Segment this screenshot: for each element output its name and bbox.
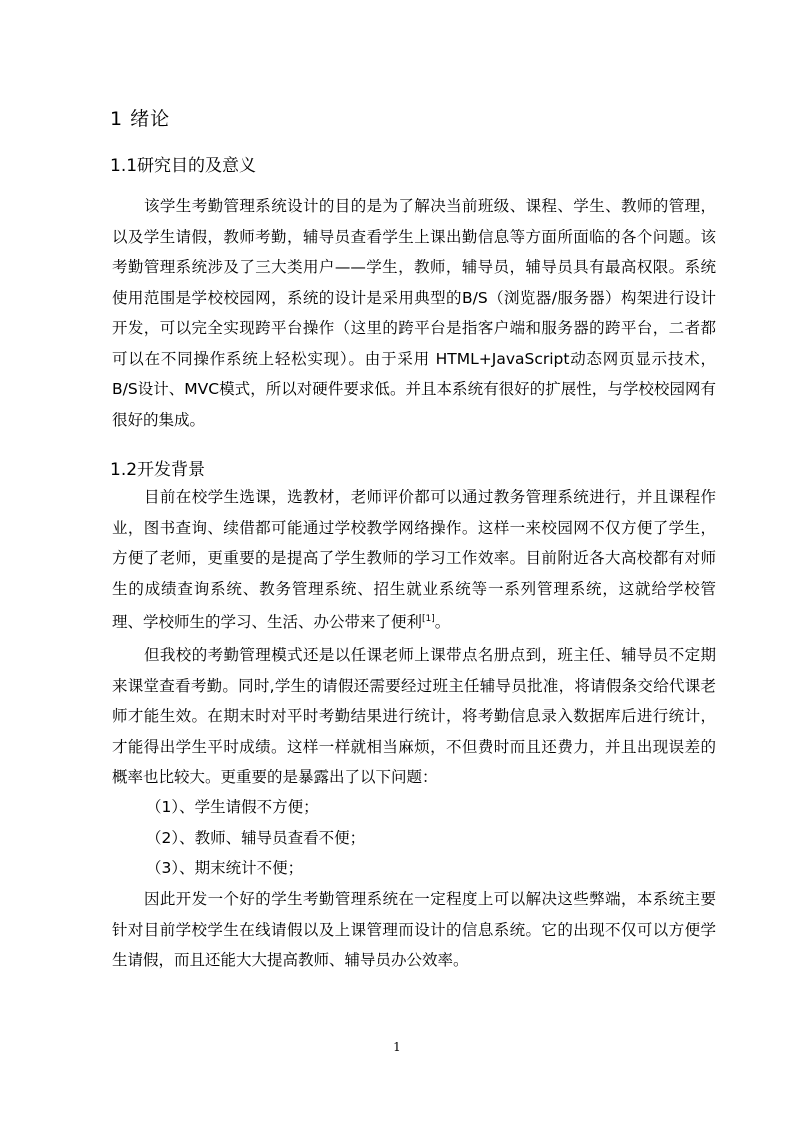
- paragraph-background-1-text: 目前在校学生选课，选教材，老师评价都可以通过教务管理系统进行，并且课程作业，图书查询、续借都可能通过学校教学网络操作。这样一来校园网不仅方便了学生，方便了老师，更重要的是提高了学生教师的学习工作效率。目前附近各大高校都有对师生的成绩查询系统、教务管理系统、招生就业系统等一系列管理系统，这就给学校管理、学校师生的学习、生活、办公带来了便利: [112, 488, 716, 631]
- list-item: （3）、期末统计不便；: [146, 859, 304, 877]
- section-heading-1-1: 1.1研究目的及意义: [110, 156, 257, 176]
- section-heading-1-2: 1.2开发背景: [110, 460, 206, 480]
- paragraph-background-1-end: 。: [434, 613, 451, 631]
- paragraph-purpose: 该学生考勤管理系统设计的目的是为了解决当前班级、课程、学生、教师的管理，以及学生请假，教师考勤，辅导员查看学生上课出勤信息等方面所面临的各个问题。该考勤管理系统涉及了三大类用户——学生，教师，辅导员，辅导员具有最高权限。系统使用范围是学校校园网，系统的设计是采用典型的B/S（浏览器/服务器）构架进行设计开发，可以完全实现跨平台操作（这里的跨平台是指客户端和服务器的跨平台，二者都可以在不同操作系统上轻松实现）。由于采用 HTML+JavaScript动态网页显示技术，B/S设计、MVC模式，所以对硬件要求低。并且本系统有很好的扩展性，与学校校园网有很好的集成。: [112, 197, 716, 429]
- page-number: 1: [393, 1040, 401, 1054]
- paragraph-background-1: [112, 482, 716, 638]
- paragraph-background-3: 因此开发一个好的学生考勤管理系统在一定程度上可以解决这些弊端，本系统主要针对目前学校学生在线请假以及上课管理而设计的信息系统。它的出现不仅可以方便学生请假，而且还能大大提高教师、辅导员办公效率。: [112, 890, 716, 969]
- citation-reference: [1]: [422, 614, 435, 624]
- chapter-heading: 1 绪论: [110, 108, 171, 130]
- paragraph-background-2: 但我校的考勤管理模式还是以任课老师上课带点名册点到，班主任、辅导员不定期来课堂查看考勤。同时,学生的请假还需要经过班主任辅导员批准，将请假条交给代课老师才能生效。在期末时对平时考勤结果进行统计，将考勤信息录入数据库后进行统计，才能得出学生平时成绩。这样一样就相当麻烦，不但费时而且还费力，并且出现误差的概率也比较大。更重要的是暴露出了以下问题：: [112, 646, 716, 786]
- list-item: （1）、学生请假不方便；: [146, 798, 319, 816]
- list-item: （2）、教师、辅导员查看不便；: [146, 829, 366, 847]
